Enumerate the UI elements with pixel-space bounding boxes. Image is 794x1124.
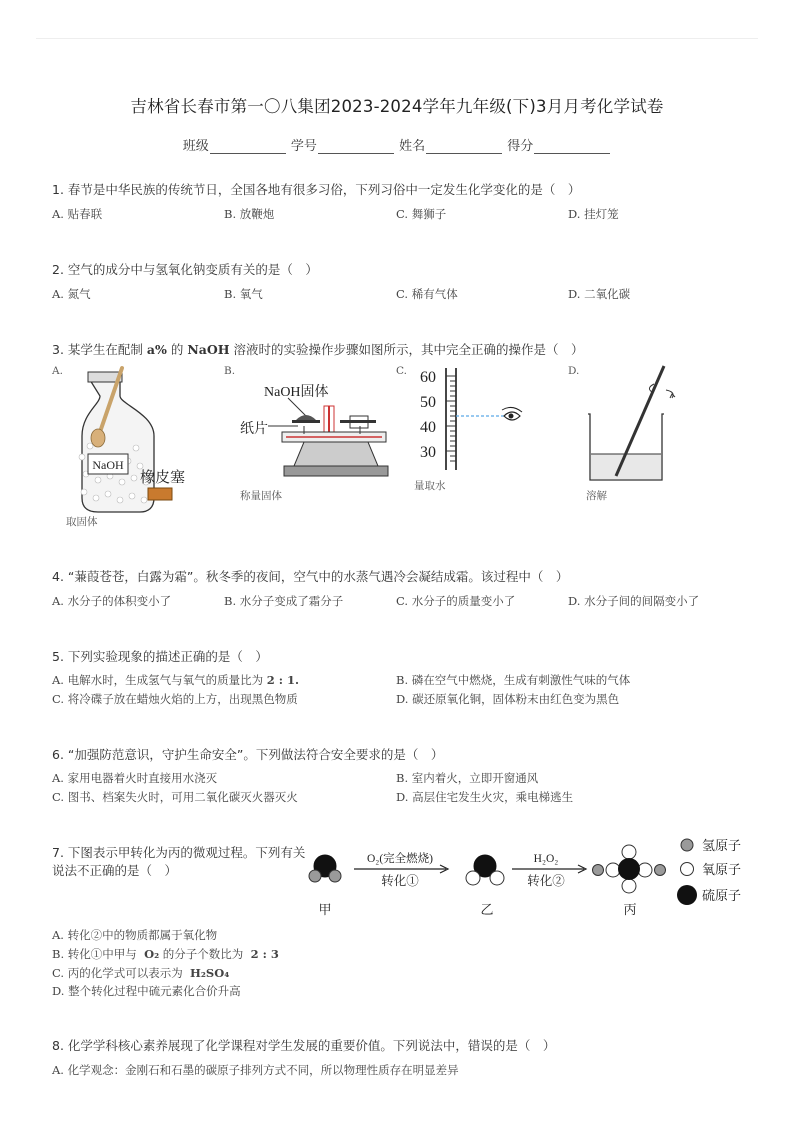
class-label: 班级: [182, 139, 209, 154]
page-title: 吉林省长春市第一〇八集团2023-2024学年九年级(下)3月月考化学试卷: [130, 97, 664, 116]
q7-stem-line2: 说法不正确的是（ ）: [52, 863, 178, 878]
legend-hydrogen-label: 氢原子: [702, 838, 742, 853]
q5-option-a[interactable]: A. 电解水时，生成氢气与氧气的质量比为 2 : 1.: [52, 673, 300, 687]
eye-icon: [502, 407, 522, 420]
q3-paper-label: 纸片: [240, 422, 268, 437]
arrow1-top-label: O₂(完全燃烧): [367, 853, 433, 865]
top-divider: [36, 38, 758, 39]
legend-hydrogen-icon: [681, 839, 693, 851]
q7-option-a[interactable]: A. 转化②中的物质都属于氧化物: [52, 928, 218, 942]
q3-cyl-tick-30: 30: [420, 444, 436, 461]
q6-option-b[interactable]: B. 室内着火，立即开窗通风: [396, 771, 539, 785]
arrow1-bottom-label: 转化①: [381, 874, 419, 888]
molecule-jia: [309, 855, 341, 882]
q6-option-a[interactable]: A. 家用电器着火时直接用水浇灭: [52, 771, 218, 785]
q1-option-c[interactable]: C. 舞狮子: [396, 207, 447, 221]
q3-caption-a: 取固体: [66, 516, 98, 528]
arrow2-bottom-label: 转化②: [527, 874, 565, 888]
q1-stem: 1. 春节是中华民族的传统节日，全国各地有很多习俗，下列习俗中一定发生化学变化的是（ ）: [52, 182, 581, 197]
label-bing: 丙: [623, 902, 637, 917]
q5-option-c[interactable]: C. 将冷碟子放在蜡烛火焰的上方，出现黑色物质: [52, 692, 298, 706]
q3-cyl-tick-50: 50: [420, 394, 436, 411]
class-blank[interactable]: [210, 139, 286, 154]
q6-stem: 6. “加强防范意识，守护生命安全”。下列做法符合安全要求的是（ ）: [52, 747, 444, 762]
q3-option-d-letter[interactable]: D.: [568, 365, 580, 377]
q1-option-d[interactable]: D. 挂灯笼: [568, 207, 619, 221]
q5-option-b[interactable]: B. 磷在空气中燃烧，生成有刺激性气味的气体: [396, 673, 631, 687]
q3-stopper-label: 橡皮塞: [140, 470, 186, 486]
q2-option-c[interactable]: C. 稀有气体: [396, 287, 458, 301]
q2-stem: 2. 空气的成分中与氢氧化钠变质有关的是（ ）: [52, 262, 318, 277]
q3-option-b-letter[interactable]: B.: [224, 365, 236, 377]
q7-option-d[interactable]: D. 整个转化过程中硫元素化合价升高: [52, 984, 241, 998]
label-jia: 甲: [318, 902, 332, 917]
student-info-line: [0, 135, 794, 154]
molecule-bing: [593, 845, 666, 893]
q5-option-d[interactable]: D. 碳还原氧化铜，固体粉末由红色变为黑色: [396, 692, 620, 706]
q3-cyl-tick-60: 60: [420, 369, 436, 386]
score-blank[interactable]: [534, 139, 610, 154]
q2-option-d[interactable]: D. 二氧化碳: [568, 287, 631, 301]
q7-reaction-diagram: [300, 836, 780, 920]
name-label: 姓名: [399, 139, 426, 154]
legend-oxygen-label: 氧原子: [702, 862, 742, 877]
label-yi: 乙: [480, 902, 494, 917]
legend-sulfur-icon: [677, 885, 697, 905]
q3-option-a-letter[interactable]: A.: [52, 365, 63, 377]
q3-figure-c-cylinder: [412, 364, 552, 474]
q3-option-c-letter[interactable]: C.: [396, 365, 407, 377]
q2-option-b[interactable]: B. 氧气: [224, 287, 263, 301]
q7-option-b[interactable]: B. 转化①中甲与 O₂ 的分子个数比为 2 : 3: [52, 947, 279, 961]
q3-figure-d-beaker: [582, 362, 692, 486]
molecule-yi: [466, 855, 504, 885]
q1-option-b[interactable]: B. 放鞭炮: [224, 207, 275, 221]
q3-figure-a-bottle: [60, 362, 200, 522]
number-label: 学号: [290, 139, 317, 154]
q3-figure-b-balance: [238, 376, 398, 488]
q1-option-a[interactable]: A. 贴春联: [52, 207, 103, 221]
legend-oxygen-icon: [681, 863, 694, 876]
q3-cyl-tick-40: 40: [420, 419, 436, 436]
q3-caption-c: 量取水: [414, 480, 446, 492]
q3-naoh-solid-label: NaOH固体: [264, 385, 329, 400]
arrow2-top-label: H₂O₂: [533, 853, 559, 865]
q7-option-c[interactable]: C. 丙的化学式可以表示为 H₂SO₄: [52, 966, 230, 980]
q4-option-b[interactable]: B. 水分子变成了霜分子: [224, 594, 344, 608]
q4-option-c[interactable]: C. 水分子的质量变小了: [396, 594, 516, 608]
q3-naoh-label: NaOH: [92, 458, 124, 472]
q2-option-a[interactable]: A. 氮气: [52, 287, 91, 301]
q6-option-c[interactable]: C. 图书、档案失火时，可用二氧化碳灭火器灭火: [52, 790, 298, 804]
q6-option-d[interactable]: D. 高层住宅发生火灾，乘电梯逃生: [396, 790, 574, 804]
q3-caption-d: 溶解: [586, 490, 607, 502]
q3-stem: 3. 某学生在配制 a% 的 NaOH 溶液时的实验操作步骤如图所示，其中完全正确的操作是（ ）: [52, 342, 584, 357]
q5-stem: 5. 下列实验现象的描述正确的是（ ）: [52, 649, 268, 664]
q4-stem: 4. “蒹葭苍苍，白露为霜”。秋冬季的夜间，空气中的水蒸气遇冷会凝结成霜。该过程中（ ）: [52, 569, 569, 584]
q7-stem-line1: 7. 下图表示甲转化为丙的微观过程。下列有关: [52, 845, 306, 860]
legend-sulfur-label: 硫原子: [702, 888, 742, 903]
q8-option-a[interactable]: A. 化学观念：金刚石和石墨的碳原子排列方式不同，所以物理性质存在明显差异: [52, 1063, 459, 1077]
q8-stem: 8. 化学学科核心素养展现了化学课程对学生发展的重要价值。下列说法中，错误的是（ ）: [52, 1038, 556, 1053]
number-blank[interactable]: [318, 139, 394, 154]
q4-option-d[interactable]: D. 水分子间的间隔变小了: [568, 594, 700, 608]
score-label: 得分: [507, 139, 534, 154]
q3-caption-b: 称量固体: [240, 490, 282, 502]
q4-option-a[interactable]: A. 水分子的体积变小了: [52, 594, 172, 608]
name-blank[interactable]: [426, 139, 502, 154]
